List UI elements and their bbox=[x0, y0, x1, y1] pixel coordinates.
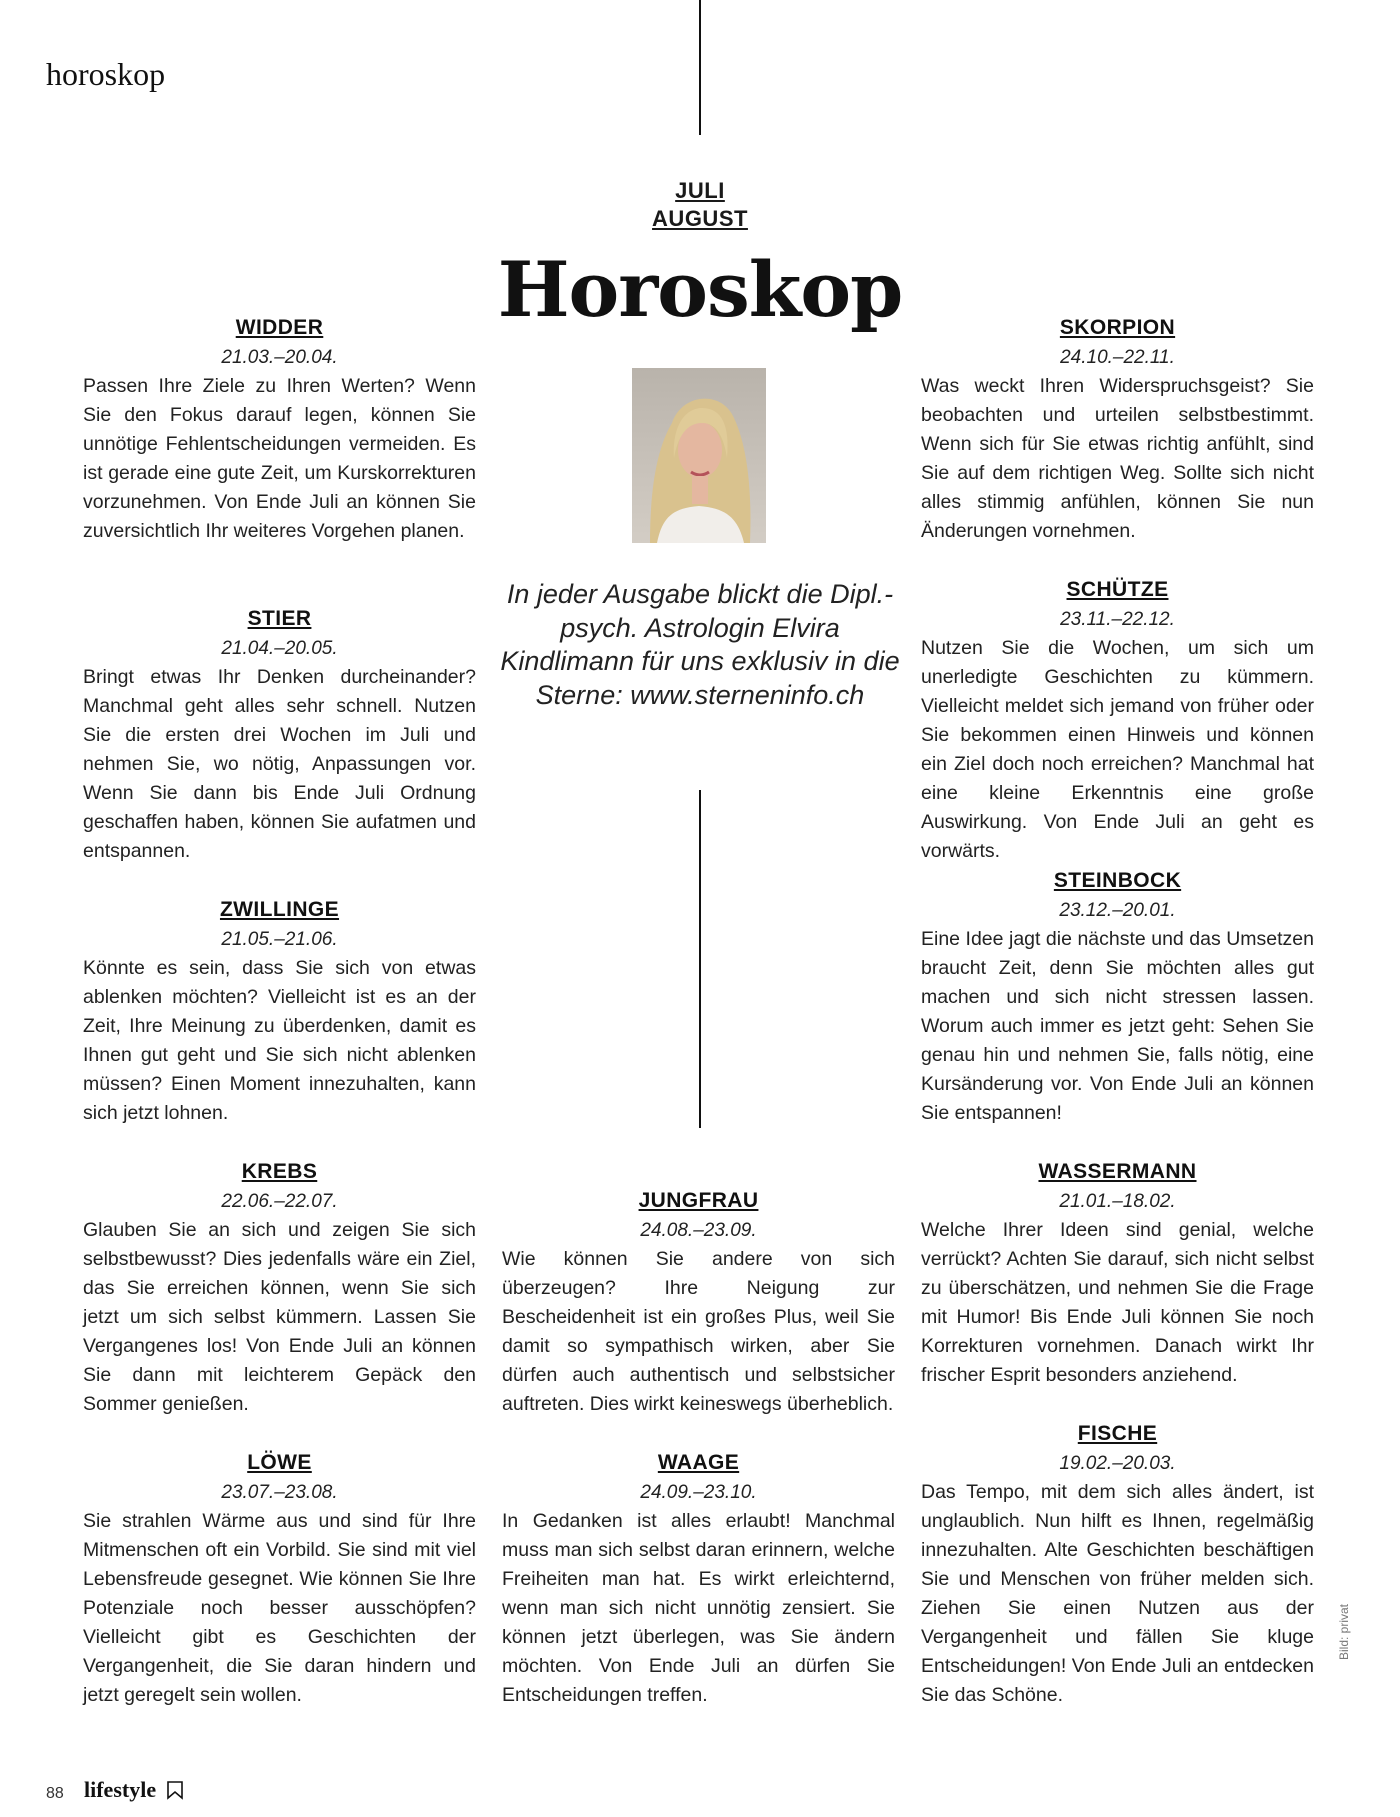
brand-logo: lifestyle bbox=[84, 1777, 157, 1802]
astrologer-portrait bbox=[632, 368, 766, 543]
intro-text: In jeder Ausgabe blickt die Dipl.-psych. Astrologin Elvira Kindlimann für uns exklusiv in die Sterne: www.sterneninfo.ch bbox=[500, 579, 900, 710]
sign-text: Könnte es sein, dass Sie sich von etwas ablenken möchten? Vielleicht ist es an der Zeit, Ihre Meinung zu überdenken, damit es Ihnen gut geht und Sie sich nicht ablenken müssen? Einen Moment innezuhalten, kann sich jetzt lohnen. bbox=[83, 957, 476, 1124]
sign-name: JUNGFRAU bbox=[638, 1189, 759, 1212]
portrait-image bbox=[632, 368, 766, 543]
photo-credit: Bild: privat bbox=[1337, 1603, 1351, 1660]
page-title: Horoskop bbox=[497, 245, 903, 334]
sign-widder bbox=[83, 313, 476, 546]
sign-date: 24.09.–23.10. bbox=[640, 1482, 757, 1503]
sign-date: 23.07.–23.08. bbox=[221, 1482, 338, 1503]
sign-name: LÖWE bbox=[247, 1451, 312, 1474]
sign-text: Sie strahlen Wärme aus und sind für Ihre Mitmenschen oft ein Vorbild. Sie sind mit viel Lebensfreude gesegnet. Wie können Sie Ihre Potenziale noch besser ausschöpfen? Vielleicht gibt es Geschichten der Vergangenheit, die Sie daran hindern und jetzt geregelt sein wollen. bbox=[83, 1510, 476, 1706]
sign-name: FISCHE bbox=[1077, 1422, 1158, 1445]
sign-date: 24.10.–22.11. bbox=[1060, 347, 1175, 368]
month-label-2: AUGUST bbox=[652, 206, 748, 231]
sign-text: Glauben Sie an sich und zeigen Sie sich selbstbewusst? Dies jedenfalls wäre ein Ziel, das Sie erreichen können, wenn Sie sich jetzt um sich selbst kümmern. Lassen Sie Vergangenes los! Von Ende Juli an können Sie dann mit leichterem Gepäck den Sommer genießen. bbox=[83, 1219, 476, 1415]
sign-name: SCHÜTZE bbox=[1066, 578, 1169, 601]
sign-fische bbox=[921, 1419, 1314, 1710]
sign-krebs bbox=[83, 1157, 476, 1419]
sign-date: 21.05.–21.06. bbox=[221, 929, 338, 950]
sign-name: WAAGE bbox=[657, 1451, 740, 1474]
sign-zwillinge bbox=[83, 895, 476, 1128]
sign-loewe bbox=[83, 1448, 476, 1710]
sign-date: 21.01.–18.02. bbox=[1059, 1191, 1176, 1212]
sign-name: STIER bbox=[247, 607, 312, 630]
sign-name: SKORPION bbox=[1059, 316, 1176, 339]
page-number: 88 bbox=[46, 1785, 64, 1802]
sign-date: 23.11.–22.12. bbox=[1060, 609, 1175, 630]
sign-date: 21.03.–20.04. bbox=[221, 347, 338, 368]
sign-text: In Gedanken ist alles erlaubt! Manchmal muss man sich selbst daran erinnern, welche Freiheiten man hat. Es wirkt erleichternd, wenn man sich nicht unnötig zensiert. Sie können jetzt überlegen, was Sie ändern möchten. Von Ende Juli an dürfen Sie Entscheidungen treffen. bbox=[502, 1510, 895, 1706]
sign-date: 22.06.–22.07. bbox=[221, 1191, 338, 1212]
sign-jungfrau bbox=[502, 1186, 895, 1419]
sign-name: STEINBOCK bbox=[1053, 869, 1182, 892]
sign-date: 19.02.–20.03. bbox=[1059, 1453, 1176, 1474]
bookmark-icon bbox=[165, 1780, 185, 1800]
sign-text: Das Tempo, mit dem sich alles ändert, ist unglaublich. Nun hilft es Ihnen, regelmäßig innezuhalten. Alte Geschichten beschäftigen Sie und Menschen von früher melden sich. Ziehen Sie einen Nutzen aus der Vergangenheit und fällen Sie kluge Entscheidungen! Von Ende Juli an entdecken Sie das Schöne. bbox=[921, 1481, 1314, 1706]
sign-name: WASSERMANN bbox=[1038, 1160, 1197, 1183]
sign-schuetze bbox=[921, 575, 1314, 866]
sign-text: Was weckt Ihren Widerspruchsgeist? Sie beobachten und urteilen selbstbestimmt. Wenn sich für Sie etwas richtig anfühlt, sind Sie auf dem richtigen Weg. Sollte sich nicht alles stimmig anfühlen, können Sie nun Änderungen vornehmen. bbox=[921, 375, 1314, 542]
sign-stier bbox=[83, 604, 476, 866]
sign-text: Passen Ihre Ziele zu Ihren Werten? Wenn Sie den Fokus darauf legen, können Sie unnötige Fehlentscheidungen vermeiden. Es ist gerade eine gute Zeit, um Kurskorrekturen vorzunehmen. Von Ende Juli an können Sie zuversichtlich Ihr weiteres Vorgehen planen. bbox=[83, 375, 476, 542]
sign-date: 24.08.–23.09. bbox=[640, 1220, 757, 1241]
sign-skorpion bbox=[921, 313, 1314, 546]
sign-text: Eine Idee jagt die nächste und das Umsetzen braucht Zeit, denn Sie möchten alles gut machen und sich nicht stressen lassen. Worum auch immer es jetzt geht: Sehen Sie genau hin und nehmen Sie, falls nötig, eine Kursänderung vor. Von Ende Juli an können Sie entspannen! bbox=[921, 928, 1314, 1124]
divider-line-top bbox=[699, 0, 701, 135]
month-label-1: JULI bbox=[675, 178, 725, 203]
sign-name: ZWILLINGE bbox=[219, 898, 340, 921]
sign-text: Wie können Sie andere von sich überzeugen? Ihre Neigung zur Bescheidenheit ist ein großes Plus, weil Sie damit so sympathisch wirken, aber Sie dürfen auch authentisch und selbstsicher auftreten. Dies wirkt keineswegs überheblich. bbox=[502, 1248, 895, 1415]
sign-text: Nutzen Sie die Wochen, um sich um unerledigte Geschichten zu kümmern. Vielleicht meldet sich jemand von früher oder Sie bekommen einen Hinweis und können ein Ziel doch noch erreichen? Manchmal hat eine kleine Erkenntnis eine große Auswirkung. Von Ende Juli an geht es vorwärts. bbox=[921, 637, 1314, 862]
sign-text: Bringt etwas Ihr Denken durcheinander? Manchmal geht alles sehr schnell. Nutzen Sie die ersten drei Wochen im Juli und nehmen Sie, wo nötig, Anpassungen vor. Wenn Sie dann bis Ende Juli Ordnung geschaffen haben, können Sie aufatmen und entspannen. bbox=[83, 666, 476, 862]
section-label: horoskop bbox=[46, 56, 166, 92]
sign-text: Welche Ihrer Ideen sind genial, welche verrückt? Achten Sie darauf, sich nicht selbst zu überschätzen, und nehmen Sie die Frage mit Humor! Bis Ende Juli können Sie noch Korrekturen vornehmen. Danach wirkt Ihr frischer Esprit besonders anziehend. bbox=[921, 1219, 1314, 1386]
divider-line-middle bbox=[699, 790, 701, 1128]
sign-date: 23.12.–20.01. bbox=[1059, 900, 1176, 921]
sign-name: KREBS bbox=[241, 1160, 318, 1183]
sign-name: WIDDER bbox=[235, 316, 324, 339]
sign-steinbock bbox=[921, 866, 1314, 1128]
sign-date: 21.04.–20.05. bbox=[221, 638, 338, 659]
sign-waage bbox=[502, 1448, 895, 1710]
sign-wassermann bbox=[921, 1157, 1314, 1390]
